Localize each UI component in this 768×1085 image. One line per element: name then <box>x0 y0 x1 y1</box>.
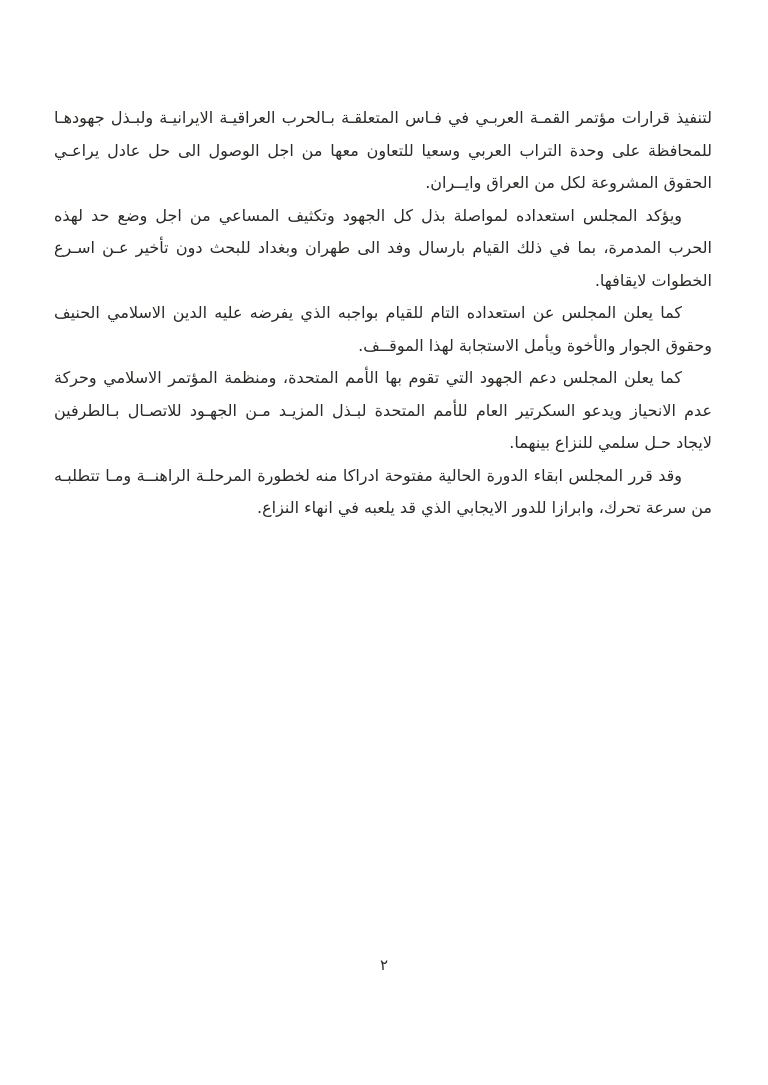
page-number: ٢ <box>379 956 389 974</box>
paragraph-4: كما يعلن المجلس دعم الجهود التي تقوم بها الأمم المتحدة، ومنظمة المؤتمر الاسلامي وحركة عدم الانحياز ويدعو السكرتير العام للأمم المتحدة لبـذل المزيـد مـن الجهـود للاتصـال بـالطرفين لايجاد حـل سلمي للنزاع بينهما. <box>54 368 712 452</box>
paragraph-3: كما يعلن المجلس عن استعداده التام للقيام بواجبه الذي يفرضه عليه الدين الاسلامي الحنيف وحقوق الجوار والأخوة ويأمل الاستجابة لهذا الموقــف. <box>54 303 712 355</box>
text-block <box>54 102 712 525</box>
paragraph-1: لتنفيذ قرارات مؤتمر القمـة العربـي في فـاس المتعلقـة بـالحرب العراقيـة الايرانيـة ولبـذل جهودهـا للمحافظة على وحدة التراب العربي وسعيا للتعاون معها من اجل الوصول الى حل عادل يراعـي الحقوق المشروعة لكل من العراق وايــران. <box>54 108 712 192</box>
paragraph-2: ويؤكد المجلس استعداده لمواصلة بذل كل الجهود وتكثيف المساعي من اجل وضع حد لهذه الحرب المدمرة، بما في ذلك القيام بارسال وفد الى طهران وبغداد للبحث دون تأخير عـن اسـرع الخطوات لايقافها. <box>54 205 712 290</box>
paragraph-5: وقد قرر المجلس ابقاء الدورة الحالية مفتوحة ادراكا منه لخطورة المرحلـة الراهنــة ومـا تتطلبـه من سرعة تحرك، وابرازا للدور الايجابي الذي قد يلعبه في انهاء النزاع. <box>54 465 712 517</box>
